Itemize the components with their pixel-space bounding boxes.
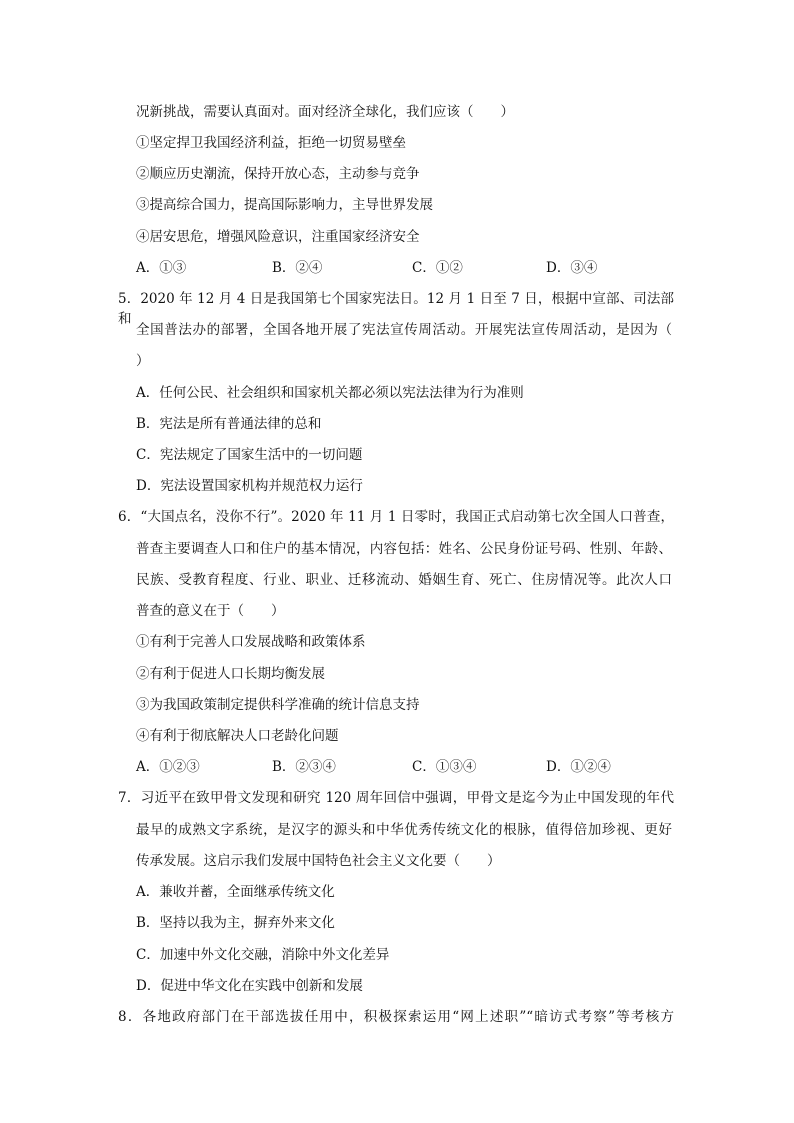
q6-choice-b: B．②③④ (272, 759, 336, 775)
q7-option-b: B．坚持以我为主，摒弃外来文化 (136, 915, 335, 931)
q6-choice-d: D．①②④ (546, 759, 611, 775)
q6-stem-line-1: 6．“大国点名，没你不行”。2020 年 11 月 1 日零时，我国正式启动第七次全国人口普查， (118, 509, 674, 525)
q5-option-d: D．宪法设置国家机构并规范权力运行 (136, 478, 363, 494)
q4-choice-d: D．③④ (546, 260, 598, 276)
q5-stem-line-3: ） (136, 353, 150, 369)
q5-option-b: B．宪法是所有普通法律的总和 (136, 416, 322, 432)
q4-stem-continuation: 况新挑战，需要认真面对。面对经济全球化，我们应该（ ） (136, 104, 514, 120)
q5-stem-line-2: 全国普法办的部署，全国各地开展了宪法宣传周活动。开展宪法宣传周活动，是因为（ (136, 322, 672, 338)
q6-choice-c: C．①③④ (412, 759, 477, 775)
q6-item-2: ②有利于促进人口长期均衡发展 (136, 666, 325, 682)
q5-stem-line-1: 5．2020 年 12 月 4 日是我国第七个国家宪法日。12 月 1 日至 7 日，根据中宣部、司法部和 (118, 291, 674, 327)
q4-item-1: ①坚定捍卫我国经济利益，拒绝一切贸易壁垒 (136, 135, 406, 151)
q4-item-3: ③提高综合国力，提高国际影响力，主导世界发展 (136, 197, 433, 213)
q6-stem-line-4: 普查的意义在于（ ） (136, 603, 285, 619)
q6-choice-a: A．①②③ (136, 759, 200, 775)
q6-item-3: ③为我国政策制定提供科学准确的统计信息支持 (136, 697, 420, 713)
q7-option-d: D．促进中华文化在实践中创新和发展 (136, 978, 363, 994)
q4-choice-c: C．①② (412, 260, 463, 276)
q6-item-4: ④有利于彻底解决人口老龄化问题 (136, 728, 339, 744)
q7-option-c: C．加速中外文化交融，消除中外文化差异 (136, 947, 390, 963)
q4-item-4: ④居安思危，增强风险意识，注重国家经济安全 (136, 229, 420, 245)
q4-item-2: ②顺应历史潮流，保持开放心态，主动参与竞争 (136, 166, 420, 182)
q4-choice-a: A．①③ (136, 260, 187, 276)
q6-stem-line-3: 民族、受教育程度、行业、职业、迁移流动、婚姻生育、死亡、住房情况等。此次人口 (136, 572, 672, 588)
q6-item-1: ①有利于完善人口发展战略和政策体系 (136, 634, 366, 650)
q7-stem-line-1: 7．习近平在致甲骨文发现和研究 120 周年回信中强调，甲骨文是迄今为止中国发现的年代 (118, 790, 674, 806)
q8-stem-line-1: 8．各地政府部门在干部选拔任用中，积极探索运用“网上述职”“暗访式考察”等考核方 (118, 1009, 674, 1025)
q5-option-a: A．任何公民、社会组织和国家机关都必须以宪法法律为行为准则 (136, 385, 524, 401)
q5-option-c: C．宪法规定了国家生活中的一切问题 (136, 447, 363, 463)
q4-choice-b: B．②④ (272, 260, 323, 276)
q7-stem-line-2: 最早的成熟文字系统，是汉字的源头和中华优秀传统文化的根脉，值得倍加珍视、更好 (136, 822, 672, 838)
q6-stem-line-2: 普查主要调查人口和住户的基本情况，内容包括：姓名、公民身份证号码、性别、年龄、 (136, 541, 672, 557)
q7-stem-line-3: 传承发展。这启示我们发展中国特色社会主义文化要（ ） (136, 853, 501, 869)
q7-option-a: A．兼收并蓄，全面继承传统文化 (136, 884, 335, 900)
